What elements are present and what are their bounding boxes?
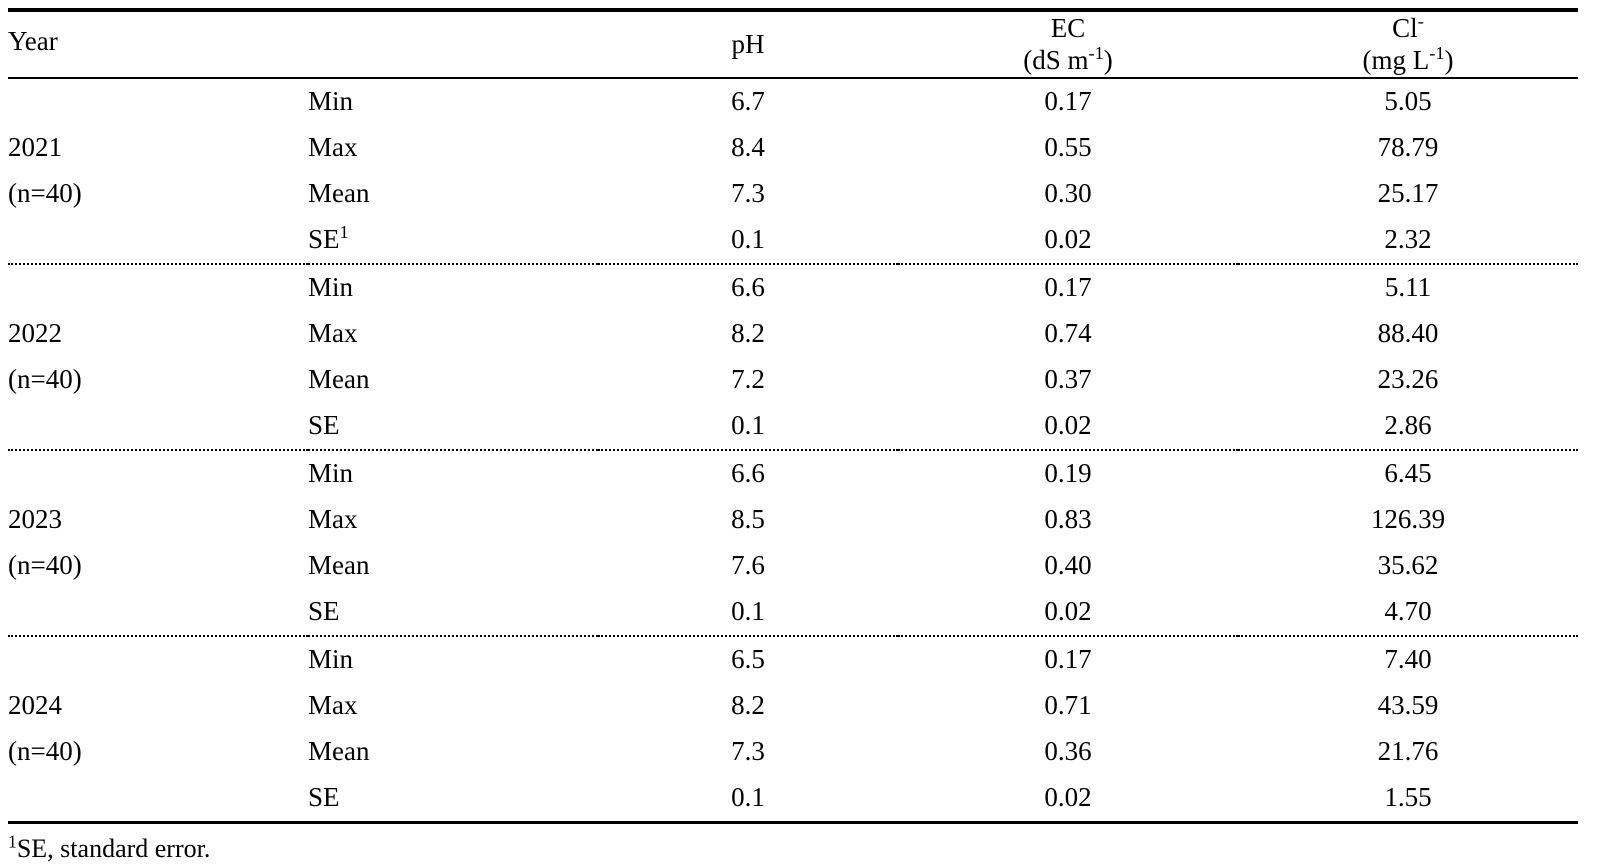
footnote-marker: 1 [8,831,17,852]
row-ec-value: 0.71 [1044,689,1092,720]
row-statistic: Min [308,264,598,311]
row-ec-value: 0.36 [1044,735,1092,766]
row-ph-value: 8.2 [731,689,765,720]
column-header-ec-label: EC [1050,13,1086,43]
water-quality-table [8,8,1578,824]
column-header-chloride-unit: (mg $L^{-1}$) [1362,42,1454,75]
row-ph-value: 0.1 [731,223,765,254]
table-row [8,683,1578,729]
row-statistic: Mean [308,549,370,580]
row-sample-size: (n=40) [8,177,82,208]
row-ec-value: 0.30 [1044,177,1092,208]
row-statistic: Min [308,450,598,497]
row-chloride-value: 126.39 [1370,503,1446,534]
row-ph-value: 8.5 [731,503,765,534]
table-row [8,78,1578,125]
table-row [8,450,1578,497]
row-ec-value: 0.02 [1044,595,1092,626]
table-row [8,636,1578,683]
table-body [8,78,1578,823]
row-chloride-value: 1.55 [1238,775,1578,823]
row-year-blank [8,775,308,823]
table-header [8,10,1578,78]
column-header-ph [598,10,898,78]
row-statistic: Mean [308,735,370,766]
row-ec-value: 0.17 [898,636,1238,683]
row-statistic: Max [308,503,358,534]
row-ec-value: 0.55 [1044,131,1092,162]
row-ph-value: 6.7 [731,85,765,116]
row-chloride-value: 4.70 [1384,595,1432,626]
row-statistic: SE [308,595,340,626]
row-year-label: 2021 [8,131,62,162]
column-header-year [8,10,308,78]
row-chloride-value: 21.76 [1377,735,1439,766]
row-chloride-value: 88.40 [1377,317,1439,348]
row-ph-value: 0.1 [598,775,898,823]
row-sample-size: (n=40) [8,549,82,580]
row-chloride-value: 25.17 [1377,177,1439,208]
row-year-blank [8,589,308,636]
row-year-label: 2022 [8,317,62,348]
row-ec-value: 0.02 [1044,409,1092,440]
table-row [8,497,1578,543]
row-sample-size: (n=40) [8,363,82,394]
row-ph-value: 6.5 [598,636,898,683]
row-ec-value: 0.19 [898,450,1238,497]
row-ec-value: 0.74 [1044,317,1092,348]
table-row [8,729,1578,775]
row-ec-value: 0.02 [1044,223,1092,254]
table-row [8,311,1578,357]
table-footnote [8,831,1615,864]
column-header-ph-label: pH [731,28,765,59]
column-header-statistic [308,10,598,78]
row-ph-value: 7.3 [731,735,765,766]
row-sample-size: (n=40) [8,735,82,766]
row-chloride-value: 43.59 [1377,689,1439,720]
footnote-text: SE, standard error. [16,833,211,863]
row-year-blank [8,403,308,450]
column-header-ec-unit: (dS $m^{-1}$) [1023,42,1113,75]
row-ec-value: 0.02 [898,775,1238,823]
row-statistic: SE [308,409,340,440]
column-header-chloride-label: Cl- [1392,11,1424,43]
table-row [8,357,1578,403]
row-statistic: Mean [308,363,370,394]
column-header-ec [898,10,1238,78]
row-statistic: Mean [308,177,370,208]
row-ec-value: 0.17 [898,264,1238,311]
row-ph-value: 0.1 [731,409,765,440]
row-chloride-value: 5.11 [1238,264,1578,311]
row-chloride-value: 2.86 [1384,409,1432,440]
table-row [8,217,1578,264]
row-statistic: Max [308,317,358,348]
row-chloride-value: 5.05 [1384,85,1432,116]
row-chloride-value: 35.62 [1377,549,1439,580]
table-page [0,8,1615,863]
row-chloride-value: 2.32 [1384,223,1432,254]
table-row [8,403,1578,450]
table-row [8,589,1578,636]
table-row [8,125,1578,171]
row-year-label: 2023 [8,503,62,534]
row-year-blank [8,264,308,311]
row-year-blank [8,217,308,264]
row-statistic: $SE^1$ [308,221,349,254]
row-year-label: 2024 [8,689,62,720]
table-row [8,264,1578,311]
row-ec-value: 0.83 [1044,503,1092,534]
row-chloride-value: 7.40 [1238,636,1578,683]
row-ec-value: 0.17 [1044,85,1092,116]
row-year-blank [8,450,308,497]
row-ph-value: 7.3 [731,177,765,208]
row-year-blank [8,636,308,683]
row-statistic: Min [308,85,354,116]
column-header-chloride [1238,10,1578,78]
row-chloride-value: 78.79 [1377,131,1439,162]
row-statistic: Min [308,636,598,683]
table-row [8,171,1578,217]
column-header-year-label: Year [8,26,58,56]
row-year-blank [8,78,308,125]
row-ph-value: 6.6 [598,264,898,311]
row-chloride-value: 23.26 [1377,363,1439,394]
row-statistic: SE [308,775,598,823]
row-ec-value: 0.40 [1044,549,1092,580]
row-ec-value: 0.37 [1044,363,1092,394]
row-ph-value: 6.6 [598,450,898,497]
header-row [8,10,1578,78]
row-ph-value: 7.6 [731,549,765,580]
row-statistic: Max [308,131,358,162]
row-statistic: Max [308,689,358,720]
row-ph-value: 8.4 [731,131,765,162]
table-row [8,543,1578,589]
table-row [8,775,1578,823]
row-ph-value: 8.2 [731,317,765,348]
row-ph-value: 0.1 [731,595,765,626]
row-ph-value: 7.2 [731,363,765,394]
row-chloride-value: 6.45 [1238,450,1578,497]
